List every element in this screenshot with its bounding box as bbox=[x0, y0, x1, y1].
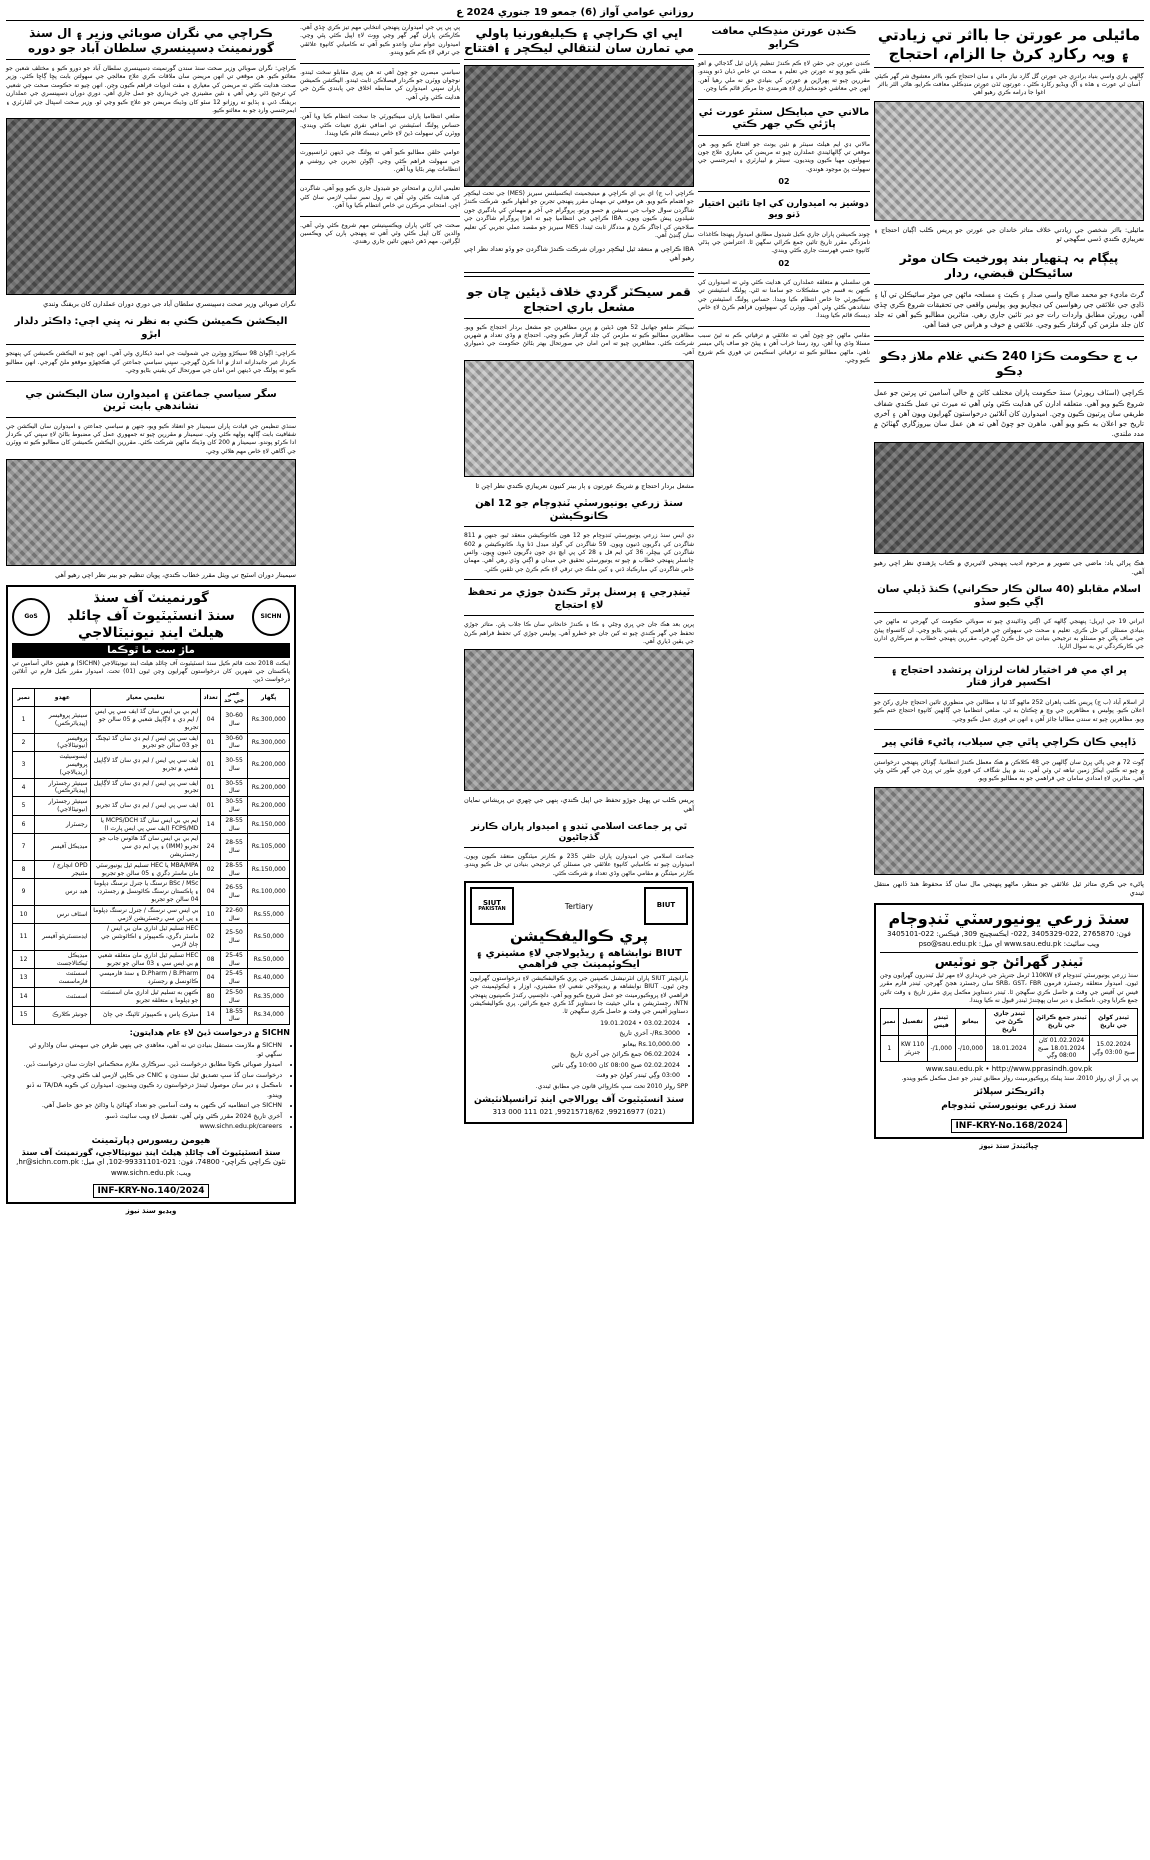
c2-article-2: مالاني ڊي ايم هيلٿ سينٽر ۾ نئين يونٽ جو افتتاح ڪيو ويو. هن موقعي تي ڳالهائيندي عملدارن چيو ته مريضن کي معياري علاج جون سهولتون مهيا ڪيون وينديون. سينٽر ۾ ليبارٽري ۽ ايمرجنسي جي سهولت پڻ موجود هوندي. bbox=[698, 140, 870, 173]
table-row bbox=[881, 1035, 1138, 1061]
cell-srno: 3 bbox=[13, 752, 35, 778]
ad-siut-phone: (021) 99216977, 99215718/62, 021 111 000 313 bbox=[492, 1108, 666, 1117]
table-row bbox=[13, 987, 290, 1006]
instruction-3: • نامڪمل ۽ دير سان موصول ٿيندڙ درخواستون رد ڪيون وينديون. اميدوارن کي ڪوبه TA/DA نه ڏنو ويندو. bbox=[12, 1081, 282, 1100]
cell-srno: 1 bbox=[13, 707, 35, 733]
th-age: عمر جي حد bbox=[220, 688, 248, 707]
article-2-text: گرٹ ماديء جو محمد صالح واسي صدار ۽ ڪيٽ ۽ مسلحہ ماڻهن جي موٹر سائيڪلن تي آيا ۽ ڏاڍي جي علائقي جي رهواسين کي ڊيڄاريو ويو. پوليس واقعي جي تحقيقات شروع ڪري ڇڏي آهي، رپورٽن مطابق واردات رات جو دير تائين جاري رهي. متاثرين مطالبو ڪيو آهي ته جلد کان جلد ملزمن کي گرفتار ڪيو وڃي. علائقي ۾ خوف و هراس جي فضا آهي. bbox=[874, 290, 1144, 330]
c3-article-2: سيڪٽر ضلعو جهانيل 52 هون ڏيئين ۾ پرين مظاهرين جو مشعل بردار احتجاج ڪيو ويو. مظاهرين مطالبو ڪيو ته ملزمن کي جلد گرفتار ڪيو وڃي. احتجاج ۾ وڏي تعداد ۾ شهرين شرڪت ڪئي. مظاهرين چيو ته امن امان جي صورتحال بهتر بڻائڻ حڪومت جي ذميواري آهي. bbox=[464, 323, 694, 356]
cell-qualification: ايم بي بي ايس سان گڏ ايف سي پي ايس / ايم ڊي ۽ لاڳاپيل شعبي ۾ 05 سالن جو تجربو bbox=[90, 707, 201, 733]
cell-post: اسٽاف نرس bbox=[35, 905, 90, 924]
photo-couple-protection bbox=[464, 649, 694, 791]
table-row bbox=[13, 778, 290, 797]
c4-divider-5 bbox=[300, 216, 460, 217]
instruction-4: • SICHN جي انتظاميه کي ڪنهن به وقت آسامين جو تعداد گهٽائڻ يا وڌائڻ جو حق حاصل آهي. bbox=[12, 1101, 282, 1110]
c4-article-2: سياسي مبصرن جو چوڻ آهي ته هن ڀيري مقابلو سخت ٿيندو. نوجوان ووٽرن جو ڪردار فيصلاڪن ثابت ٿيندو. اليڪشن ڪميشن پاران سڀني اميدوارن کي ضابطه اخلاق جي پابندي ڪرڻ جي هدايت ڪئي وئي آهي. bbox=[300, 68, 460, 101]
cell-salary: Rs.200,000 bbox=[248, 752, 290, 778]
cell-count: 80 bbox=[201, 987, 220, 1006]
ad-siut-body: بارانچیئر SIUT پاران انٽرنيشنل ڪمپنين جي پري ڪوالیفڪیشن لاءِ درخواستون گهرايون وڃن ٿيون. BIUT نوابشاهه ۾ ريڊيولاجي شعبي لاءِ مشينري، اوزار ۽ ايڪوئپمينٽ جي فراهمي لاءِ پروڪيورمينٽ جو عمل شروع ڪيو ويو آهي. دلچسپي رکندڙ ڪمپنيون پنهنجي NTN، رجسٽريشن ۽ مالي حيثيت جا دستاويز گڏ ڪري جمع ڪرائين. پري ڪوالیفڪیشن دستاويز آفيس جي وقت ۾ حاصل ڪري سگهجن ٿا. bbox=[470, 974, 688, 1016]
cell-salary: Rs.200,000 bbox=[248, 778, 290, 797]
c3-headline-2: قمر سيڪٽر گردي خلاف ڏيئين ڇان جو مشعل باري احتجاج bbox=[464, 283, 694, 319]
ad-siut-date-4: • 02.02.2024 صبح 08:00 کان 10:00 وڳي تائين bbox=[470, 1061, 680, 1070]
ad-sau-ref: INF-KRY-No.168/2024 bbox=[951, 1119, 1066, 1133]
photo-seminar bbox=[6, 459, 296, 566]
cell-post: OPD انچارج / مئنيجر bbox=[35, 860, 90, 879]
ad-sichn-apply-title: SICHN ۾ درخواست ڏيڻ لاءِ عام هدايتون: bbox=[129, 1028, 290, 1038]
divider-2 bbox=[874, 657, 1144, 658]
cell-qualification: MBA/MPA يا HEC تسليم ٿيل يونيورسٽي مان ماسٽر ڊگري ۽ 05 سالن جو تجربو bbox=[90, 860, 201, 879]
cell-salary: Rs.55,000 bbox=[248, 905, 290, 924]
cell-srno: 12 bbox=[13, 950, 35, 969]
cell-srno: 11 bbox=[13, 924, 35, 950]
cell-post: سينيئر رجسٽرار (پيڊياٽرڪس) bbox=[35, 778, 90, 797]
divider-3 bbox=[874, 729, 1144, 730]
c3-article-3: ڊي ايس سنڌ زرعي يونيورسٽي ٽنڊوڄام جو 12 هون ڪانوڪيشن منعقد ٿيو، جنهن ۾ 811 شاگردن کي ڊگريون ڏنيون ويون. 59 شاگردن کي گولڊ ميڊل ڏنا ويا. ڪانوڪيشن ۾ 602 شاگردن کي بيچلر، 36 کي ايم فل ۽ 28 کي پي ايڇ ڊي جون ڊگريون ڏنيون ويون. وائس چانسلر پنهنجي خطاب ۾ چيو ته يونيورسٽي تحقيق جي ميدان ۾ اڳتي وڌي رهي آهي. مهمان خاص شاگردن کي مبارڪباد ڏني ۽ کين ملڪ جي ترقي لاءِ ڪم ڪرڻ جي تلقين ڪئي. bbox=[464, 532, 694, 573]
ad-siut-date-0: • 03.02.2024 • 19.01.2024 bbox=[470, 1019, 680, 1028]
table-row bbox=[13, 834, 290, 860]
c4-article-6: صحت جي کاتي پاران ويڪسينيشن مهم شروع ڪئي وئي آهي. والدين کان اپيل ڪئي وئي آهي ته پنهنجي ٻارن کي ويڪسين لڳرائين. مهم ڏهن ڏينهن تائين جاري رهندي. bbox=[300, 221, 460, 246]
th-bid: بيعانو bbox=[955, 1009, 985, 1035]
ad-sau-tender-title: ٽينڊر گهرائڻ جو نوٽيس bbox=[934, 954, 1084, 970]
cell-qualification: ايف سي پي ايس / ايم ڊي سان گڏ لاڳاپيل شعبي ۾ تجربو bbox=[90, 752, 201, 778]
table-row bbox=[13, 905, 290, 924]
td-date-submit: 01.02.2024 کان 18.01.2024 صبح 08:00 وڳي bbox=[1033, 1035, 1090, 1061]
c5-article-2: ڪراچي: اڳواڻ 98 سيڪڙو ووٽرن جي شموليت جي اميد ڏيکاري وئي آهي. انهن چيو ته اليڪشن ڪميشن کي پنهنجو ڪردار غير جانبدارانه انداز ۾ ادا ڪرڻ گهرجي. سڀني سياسي جماعتن کي هڪجهڙو موقعو ملڻ گهرجي. انهن مطالبو ڪيو ته پولنگ جي ڏينهن امن امان جي صورتحال کي يقيني بڻايو وڃي. bbox=[6, 350, 296, 375]
cell-qualification: ايف سي پي ايس / ايم ڊي سان گڏ لاڳاپيل تجربو bbox=[90, 778, 201, 797]
cell-count: 10 bbox=[201, 905, 220, 924]
cell-age: 18-55 سال bbox=[220, 1006, 248, 1025]
cell-srno: 6 bbox=[13, 815, 35, 834]
c4-article-1: پي پي پي جي اميدوارن پنهنجي انتخابي مهم تيز ڪري ڇڏي آهي. ڪارڪنن پاران گهر گهر وڃي ووٽ لاءِ اپيل ڪئي پئي وڃي. اميدوارن عوام سان واعدو ڪيو آهي ته ڪاميابي کانپوءِ علائقي جي ترقي لاءِ ڪم ڪيو ويندو. bbox=[300, 24, 460, 57]
cell-qualification: ايم بي بي ايس سان گڏ MCPS/DCH يا FCPS/MD (ايف سي پي ايس پارٽ I) bbox=[90, 815, 201, 834]
cell-qualification: D.Pharm / B.Pharm ۽ سنڌ فارمیسي ڪائونسل ۾ رجسٽرڊ bbox=[90, 969, 201, 988]
c4-article-5: تعليمي ادارن ۾ امتحانن جو شيڊول جاري ڪيو ويو آهي. شاگردن کي هدايت ڪئي وئي آهي ته رول نمبر سلپ لازمي ساڻ کڻي اچن. امتحاني مرڪزن تي خاص انتظام ڪيا ويا آهن. bbox=[300, 185, 460, 210]
ad-sichn-footer-org: سنڌ انسٽيٽيوٽ آف چائلڊ هيلٿ اينڊ نيونيٽالاجي، گورنمينٽ آف سنڌ bbox=[21, 1148, 281, 1157]
ad-siut-date-5: • 03:00 وڳي ٽينڊر کولڻ جو وقت bbox=[470, 1071, 680, 1080]
th-srno: نمبر bbox=[13, 688, 35, 707]
c3-photo-caption-3: پريس ڪلب تي پهتل جوڙو تحفظ جي اپيل ڪندي، ٻنهي جي چهري تي پريشاني نمايان آهي bbox=[464, 796, 694, 814]
c2-article-1: ڪنڊن عورتن جي حقن لاءِ ڪم ڪندڙ تنظيم پاران ٿيل گڏجاڻي ۾ اهو طئي ڪيو ويو ته عورتن جي تعليم ۽ صحت تي خاص ڌيان ڏنو ويندو. مقررين چيو ته ٻهراڙين ۾ عورتن کي بنيادي حق نه ملي رهيا آهن. انهن جي معاشي خودمختياري لاءِ هنرمندي جا مرڪز قائم ڪيا وڃن. bbox=[698, 60, 870, 93]
th-fee: ٽينڊر فيس bbox=[927, 1009, 955, 1035]
photo-torch-protest bbox=[464, 360, 694, 477]
cell-post: جونيئر ڪلارڪ bbox=[35, 1006, 90, 1025]
ad-sichn-jobs bbox=[6, 585, 296, 1204]
c2-divider-2 bbox=[698, 191, 870, 192]
lead-subheadline: ڳالهي باري واسي بنياد برادري جي عورتن گل گارد نياز مائي ۽ سان احتجاج ڪيو، بااثر معشوق شر گھر ڪيئي آسان ٿي عورت ۽ هڏه ۽ آڳ ویڈیو رکارڊ ڪڻي ، عورتون ٿڌن عورتن منڍڪلي معافت ڪرايو، هاڻي الٿر بااثر اغوا جا ڊرامه ڪري رهيو آهي bbox=[874, 72, 1144, 97]
table-row bbox=[13, 733, 290, 752]
cell-count: 01 bbox=[201, 797, 220, 816]
cell-count: 24 bbox=[201, 834, 220, 860]
ad-siut-org: سنڌ انسٽيٽيوٽ آف يورالاجي اينڊ ٽرانسپلانٽيشن bbox=[474, 1094, 684, 1105]
th-no: نمبر bbox=[881, 1009, 899, 1035]
article-4-text: ايراني 19 جي اپريل: پنهنجي ڳالهه کي اڳتي وڌائيندي چيو ته صوبائي حڪومت کي گهرجي ته ماڻهن جي بنيادي مسئلن کي حل ڪري. تعليم ۽ صحت جي سهولتن جي فراهمي کي يقيني بڻايو وڃي. ان کانسواءِ پيئڻ جي صاف پاڻي جو مسئلو به ترجيحي بنيادن تي حل ڪرڻ گهرجي. مقررين پنهنجي خطاب ۾ سرڪاري ادارن جي ڪارڪردگي تي به سوال اٿاريا. bbox=[874, 618, 1144, 651]
cell-srno: 4 bbox=[13, 778, 35, 797]
cell-qualification: ڪنهن به تسليم ٿيل اداري مان اسسٽنٽ جو ڊپلوما ۽ متعلقه تجربو bbox=[90, 987, 201, 1006]
c3-divider-1 bbox=[464, 272, 694, 277]
cell-age: 25-45 سال bbox=[220, 950, 248, 969]
column-4 bbox=[300, 24, 460, 1850]
ad-siut-date-3: • 06.02.2024 جمع ڪرائڻ جي آخري تاريخ bbox=[470, 1050, 680, 1059]
td-detail: 110 KW جنريٽر bbox=[898, 1035, 927, 1061]
cell-count: 01 bbox=[201, 733, 220, 752]
cell-salary: Rs.100,000 bbox=[248, 879, 290, 905]
th-dates-1: ٽينڊر کولڻ جي تاريخ bbox=[1090, 1009, 1138, 1035]
cell-salary: Rs.150,000 bbox=[248, 860, 290, 879]
article-5-text: لر اسلام آباد (ب ج) پريس ڪلب ٻاهران 252 ماڻهو گڏ ٿيا ۽ مطالبن جي منظوري تائين احتجاج جاري رکڻ جو اعلان ڪيو. پوليس ۽ مظاهرين جي وچ ۾ ڇڪتاڻ به ٿي. ضلعي انتظاميا جي ڳالهين کانپوءِ احتجاج ختم ڪيو ويو. مظاهرين چيو ته سندن مطالبا جائز آهن ۽ انهن تي فوري عمل ڪيو وڃي. bbox=[874, 698, 1144, 723]
cell-srno: 14 bbox=[13, 987, 35, 1006]
c3-article-1: ڪراچي (ب ج) اي بي اي ڪراچي ۾ مينيجمينٽ ايڪسيلنس سيريز (MES) جي تحت ليڪچر جو اهتمام ڪيو ويو. هن موقعي تي مهمان مقرر پنهنجي تجربن جو اظهار ڪيو. شرڪت ڪندڙ شاگردن سوال جواب جي سيشن ۾ حصو ورتو. پروگرام جي آخر ۾ مهمانن کي يادگيري جون شيلڊون پيش ڪيون ويون. IBA ڪراچي جي انتظاميا چيو ته اهڙا پروگرام شاگردن جي صلاحيتن کي اجاگر ڪرڻ ۾ مددگار ثابت ٿيندا. MES سيريز جو مقصد عملي تجربي کي تعليم سان ڳنڍڻ آهي. bbox=[464, 190, 694, 239]
td-no: 1 bbox=[881, 1035, 899, 1061]
sichn-logo-icon: SICHN bbox=[252, 598, 290, 636]
c5-photo-caption-2: سيمينار دوران اسٽيج تي ويٺل مقرر خطاب ڪندي، پويان تنظيم جو بينر نظر اچي رهيو آهي bbox=[55, 571, 296, 580]
cell-post: ميڊيڪل آفيسر bbox=[35, 834, 90, 860]
cell-post: رجسٽرار bbox=[35, 815, 90, 834]
cell-qualification: بي ايس سي نرسنگ / جنرل نرسنگ ڊپلوما ۽ پي اين سي رجسٽريشن لازمي bbox=[90, 905, 201, 924]
td-fee: 1,000/- bbox=[927, 1035, 955, 1061]
c2-article-5: مقامي ماڻهن جو چوڻ آهي ته علائقي ۾ ترقياتي ڪم نه ٿيڻ سبب مسئلا وڌي ويا آهن. روڊ رستا خراب آهن ۽ پيئڻ جو صاف پاڻي ميسر ناهي. ماڻهن مطالبو ڪيو ته ترقياتي اسڪيمن تي فوري ڪم شروع ڪيو وڃي. bbox=[698, 331, 870, 364]
c2-divider-1 bbox=[698, 99, 870, 100]
cell-age: 30-55 سال bbox=[220, 752, 248, 778]
cell-qualification: ايف سي پي ايس / ايم ڊي سان گڏ تجربو bbox=[90, 797, 201, 816]
cell-post: ميڊيڪل ٽيڪنالاجسٽ bbox=[35, 950, 90, 969]
table-row bbox=[13, 950, 290, 969]
cell-post: اسسٽنٽ bbox=[35, 987, 90, 1006]
cell-age: 30-60 سال bbox=[220, 733, 248, 752]
c5-article-3: سنڌي تنظيمن جي قيادت پاران سيمينار جو انعقاد ڪيو ويو، جنهن ۾ سياسي جماعتن ۽ اميدوارن سان اليڪشن جي شفافيت بابت ڳالهه ٻولهه ڪئي وئي. سيمينار ۾ مقررين چيو ته جمهوري عمل کي مضبوط بڻائڻ لاءِ سڀني کي ڪردار ادا ڪرڻو پوندو. سيمينار ۾ 200 کان وڌيڪ ماڻهن شرڪت ڪئي. مقررين اليڪشن ڪميشن کان مطالبو ڪيو ته ووٽرن جي آگاهي لاءِ خاص مهم هلائي وڃي. bbox=[6, 422, 296, 455]
ad-sichn-org-title: گورنمينٽ آف سنڌ bbox=[93, 591, 209, 607]
cell-srno: 5 bbox=[13, 797, 35, 816]
ad-siut-divider bbox=[470, 972, 688, 973]
photo-flood-scene bbox=[874, 787, 1144, 875]
instruction-5: • آخري تاريخ 2024 مقرر ڪئي وئي آهي. تفصيل لاءِ ويب سائيٽ ڏسو. bbox=[12, 1112, 282, 1121]
photo-women-protest bbox=[874, 101, 1144, 221]
cell-age: 22-60 سال bbox=[220, 905, 248, 924]
cell-count: 02 bbox=[201, 860, 220, 879]
cell-salary: Rs.300,000 bbox=[248, 707, 290, 733]
c3-headline-4: ٽينڊرجي ۽ پرسنل پرٿر ڪندڻ جوڙي مر تحفظ لاءِ احتجاج bbox=[464, 585, 694, 616]
ad-sichn-ref: INF-KRY-No.140/2024 bbox=[93, 1184, 208, 1198]
article-6-text: ڳوٺ 72 ۾ جي پاڻي ڀرڻ سان ڳالهين جي 48 ڪلاڪن ۾ هڪ معطل ڪندڙ انتظاميا. ڳوٺاڻن پنهنجي درخواستن ۾ چيو ته ڪئين ايڪڙ زمين تباهه ٿي وئي آهي. بند ۾ پيل شگاف کي فوري طور تي ڀرڻ جي گهر ڪئي وئي آهي. متاثرين لاءِ امدادي سامان جي فراهمي جو به مطالبو ڪيو ويو. bbox=[874, 758, 1145, 783]
td-date-open: 15.02.2024 صبح 03:00 وڳي bbox=[1090, 1035, 1138, 1061]
c4-divider-4 bbox=[300, 179, 460, 180]
cell-count: 04 bbox=[201, 879, 220, 905]
ad-siut-date-1: • Rs.3000/- آخري تاريخ bbox=[470, 1029, 680, 1038]
c5-divider-1 bbox=[6, 381, 296, 382]
ad-sau-tender-table bbox=[880, 1008, 1138, 1062]
ad-sau-signature-2: سنڌ زرعي يونيورسٽي ٽنڊوڄام bbox=[941, 1100, 1077, 1111]
cell-srno: 9 bbox=[13, 879, 35, 905]
instruction-1: • اميدوار صوبائي ڪوٽا مطابق درخواست ڏين. سرڪاري ملازم محڪماتي اجازت سان درخواست ڏين. bbox=[12, 1060, 282, 1069]
th-dates-3: ٽينڊر جاري ڪرڻ جي تاريخ bbox=[985, 1009, 1033, 1035]
photo-caption-3: پاڻيء جي ڪري متاثر ٿيل علائقي جو منظر، ماڻهو پنهنجي مال سان گڏ محفوظ هنڌ ڏانهن منتقل ٿيندي bbox=[874, 879, 1144, 897]
column-5 bbox=[6, 24, 296, 1850]
headline-2: پیڳام بہ ہتھیار بند پورخیت ڪان موٹر سائيڪلن قبضي، ردار bbox=[874, 249, 1144, 285]
c5-headline-2: اليڪشن ڪميشن ڪني به نظر نہ ڀني اڄي: ڊاڪٽر دلدار ابڙو bbox=[6, 314, 296, 345]
table-row bbox=[13, 707, 290, 733]
cell-count: 02 bbox=[201, 924, 220, 950]
divider-1 bbox=[874, 336, 1144, 341]
cell-age: 30-60 سال bbox=[220, 707, 248, 733]
siut-logo bbox=[470, 887, 514, 925]
c2-article-3: چونڊ ڪميشن پاران جاري ڪيل شيڊول مطابق اميدوار پنهنجا ڪاغذات نامزدگي مقرر تاريخ تائين جمع ڪرائي سگهن ٿا. اعتراضن جي ٻڌڻي کانپوءِ حتمي فهرست جاري ڪئي ويندي. bbox=[698, 230, 870, 255]
cell-age: 28-55 سال bbox=[220, 815, 248, 834]
ad-siut-rules: SPP رولز 2010 تحت سڀ ڪاروائي قانون جي مطابق ٿيندي. bbox=[535, 1082, 688, 1090]
instruction-careers-url[interactable]: • www.sichn.edu.pk/careers bbox=[12, 1122, 282, 1131]
c2-headline-2: مالاني حي مبايڪل سنٽر عورت ئي پاڙئي ڪي جهر ڪتي bbox=[698, 105, 870, 136]
c3-photo-caption-2: مشعل بردار احتجاج ۾ شريڪ عورتون ۽ ٻار بينر کنيون نعريبازي ڪندي نظر اچن ٿا bbox=[475, 482, 694, 491]
cell-age: 28-55 سال bbox=[220, 860, 248, 879]
cell-salary: Rs.200,000 bbox=[248, 797, 290, 816]
c2-headline-3: دوشیز بہ اميدوارن کي اڃا تائين اختيار ڏنو ويو bbox=[698, 197, 870, 226]
cell-age: 28-55 سال bbox=[220, 834, 248, 860]
ad-siut-sub: BIUT نوابشاهه ۽ ریڈیولاجي لاءِ مشينري ۽ ایڪوئپمينٽ جي فراهمي bbox=[476, 947, 682, 970]
c2-headline-1: ڪنڊن عورتن منڍڪلي معافت ڪرايو bbox=[698, 24, 870, 55]
ad-sau-contact2: ويب سائيٽ: www.sau.edu.pk اي ميل: pso@sau.edu.pk bbox=[918, 940, 1100, 949]
cell-post: پروفيسر (نيونيٽالاجي) bbox=[35, 733, 90, 752]
instruction-2: • درخواست سان گڏ سڀ تصديق ٿيل سندون ۽ CNIC جي ڪاپي لازمي لف ڪئي وڃي. bbox=[12, 1071, 282, 1080]
cell-post: ايڊمنسٽريٽو آفيسر bbox=[35, 924, 90, 950]
biut-logo bbox=[644, 887, 688, 925]
siut-logo-text: SIUT bbox=[482, 898, 502, 907]
headline-4: اسلام مقابلو (40 سالن ڪار حڪراني) ڪنڌ ڏيلي سان اڳي ڪيو سڏو bbox=[874, 582, 1144, 613]
cell-post: ايسوسيئيٽ پروفيسر (ريڊيالاجي) bbox=[35, 752, 90, 778]
cell-qualification: BSc / MSc نرسنگ يا جنرل نرسنگ ڊپلوما ۽ پاڪستان نرسنگ ڪائونسل ۾ رجسٽرڊ، 04 سالن جو تجربو bbox=[90, 879, 201, 905]
cell-age: 25-50 سال bbox=[220, 924, 248, 950]
cell-age: 26-55 سال bbox=[220, 879, 248, 905]
cell-srno: 7 bbox=[13, 834, 35, 860]
c2-article-2-contd: 02 bbox=[778, 177, 790, 187]
ad-sichn-intro: ايڪٽ 2018 تحت قائم ڪيل سنڌ انسٽيٽيوٽ آف چائلڊ هيلٿ اينڊ نيونيٽالاجي (SICHN) ۾ هيٺين خالي آسامين تي پاڪستان جي شهرين کان درخواستون گهرايون وڃن ٿيون (01) تحت. اميدوار مقرر ڪيل فارم تي آنلائين درخواست ڏين. bbox=[12, 659, 290, 684]
c4-divider-2 bbox=[300, 107, 460, 108]
headline-3: ب ج حڪومت ڪڙا 240 ڪني غلام ملاز ڊڪو ڊڪو bbox=[874, 347, 1144, 383]
cell-salary: Rs.35,000 bbox=[248, 987, 290, 1006]
cell-salary: Rs.150,000 bbox=[248, 815, 290, 834]
cell-count: 01 bbox=[201, 778, 220, 797]
c3-headline-5: ٿي پر جماعت اسلامي ٽنڊو ۽ اميدوار پاران ڪارنر گڏجاڻيون bbox=[464, 820, 694, 849]
ad-sau-contact1: فون: 2765870 ,022-3405329 ,022- ايڪسچينج 309, فيڪس: 022-3405101 bbox=[887, 929, 1131, 938]
photo-caption-2: هڪ پراڻي ياد: ماضي جي تصوير ۾ مرحوم اديب پنهنجي لائبريري ۾ ڪتاب پڙهندي نظر اچي رهيو آهي. bbox=[874, 559, 1144, 577]
ad-sichn-footer-contact[interactable]: نئون ڪراچي ڪراچي- 74800، فون: 021-99331101-102, اي ميل: hr@sichn.com.pk, ويب: www.sichn.edu.pk bbox=[16, 1158, 286, 1177]
c2-divider-3 bbox=[698, 273, 870, 274]
ad-siut-title: پري ڪوالیفڪیشن bbox=[509, 927, 649, 946]
ad-siut-date-2: • Rs.10,000.00 بيعانو bbox=[470, 1040, 680, 1049]
photo-archive-portrait bbox=[874, 442, 1144, 554]
photo-caption-1: مائیلی: بااثر شخصن جي زیادتي خلاف متاثر خاندان جي عورتن جو پریس ڪلب اڳيان احتجاج ۽ نعريبازي ڪندي ڏسي سگهجي ٿو bbox=[874, 225, 1144, 243]
c3-headline-1: اڀي اي ڪراچي ۽ ڪيليفورنيا پاولي مي تمارن سان لنتقالي ليڪچر ۽ افتتاح bbox=[464, 24, 694, 60]
cell-salary: Rs.50,000 bbox=[248, 950, 290, 969]
ad-siut-prequalification bbox=[464, 881, 694, 1124]
column-1 bbox=[874, 24, 1144, 1850]
column-2 bbox=[698, 24, 870, 1850]
cell-salary: Rs.300,000 bbox=[248, 733, 290, 752]
cell-post: اسسٽنٽ فارماسسٽ bbox=[35, 969, 90, 988]
ad-siut-tertiary: Tertiary bbox=[564, 901, 594, 911]
c2-article-4: هن سلسلي ۾ متعلقه عملدارن کي هدايت ڪئي وئي ته اميدوارن کي ڪنهن به قسم جي مشڪلات جو سامنا نه ٿئي. پولنگ اسٽيشنن تي سيڪيورٽي جا خاص انتظام ڪيا ويندا. حساس پولنگ اسٽيشنن جي نشاندهي ڪئي وئي آهي. ووٽرن کي سهولتون فراهم ڪرڻ لاءِ خاص ڊيسڪ قائم ڪيا ويندا. bbox=[698, 278, 870, 320]
cell-qualification: ايم بي بي ايس سان گڏ هائوس جاب جو تجربو (IMM) ۽ پي ايم ڊي سي رجسٽريشن bbox=[90, 834, 201, 860]
cell-salary: Rs.105,000 bbox=[248, 834, 290, 860]
th-qualification: تعليمي معيار bbox=[90, 688, 201, 707]
c4-article-3: ضلعي انتظاميا پاران سيڪيورٽي جا سخت انتظام ڪيا ويا آهن. حساس پولنگ اسٽيشنن تي اضافي نفري تعينات ڪئي ويندي. ووٽرن کي سهولت ڏيڻ لاءِ خاص ڊيسڪ قائم ڪيا ويندا. bbox=[300, 113, 460, 137]
ad-sichn-banner: ماڙ ست ما ٿوڪما bbox=[12, 643, 290, 658]
cell-salary: Rs.34,000 bbox=[248, 1006, 290, 1025]
cell-srno: 15 bbox=[13, 1006, 35, 1025]
article-3-text: ڪراچي (اسٽاف رپورٽر) سنڌ حڪومت پاران مختلف کاتن ۾ خالي آسامين تي ڀرتين جو عمل شروع ڪيو ويو آهي. متعلقه ادارن کي هدايت ڪئي وئي آهي ته ميرٽ تي عمل ڪندي شفاف طريقي سان ڀرتيون ڪيون وڃن. اميدوارن کان آنلائين درخواستون گهرايون ويون آهن ۽ آخري تاريخ جو اعلان به ڪيو ويو آهي. ماهرن جو چوڻ آهي ته هن عمل سان بيروزگاري گهٽائڻ ۾ مدد ملندي. bbox=[874, 389, 1144, 438]
cell-srno: 10 bbox=[13, 905, 35, 924]
cell-salary: Rs.50,000 bbox=[248, 924, 290, 950]
cell-age: 25-45 سال bbox=[220, 969, 248, 988]
c5-photo-caption-1: نگران صوبائي وزير صحت ڊسپينسري سلطان آباد جي دوري دوران عملدارن کان بريفنگ وٺندي bbox=[43, 300, 296, 309]
instruction-0: • SICHN ۾ ملازمت مستقل بنيادن تي نه آهي، معاهدي جي ٻنهي طرفن جي سهمتي سان واڌارو ٿي سگهي ٿو. bbox=[12, 1041, 282, 1060]
cell-qualification: HEC تسليم ٿيل اداري مان متعلقه شعبي ۾ بي ايس سي ۽ 03 سالن جو تجربو bbox=[90, 950, 201, 969]
cell-post: هيڊ نرس bbox=[35, 879, 90, 905]
ad-siut-dates bbox=[470, 1019, 688, 1081]
th-salary: پگهار bbox=[248, 688, 290, 707]
c2-divider-4 bbox=[698, 326, 870, 327]
c5-headline-3: سگر سياسي جماعتن ۽ اميدوارن سان اليڪشن جي نشاندهي بابت ٽرين bbox=[6, 387, 296, 418]
biut-logo-text: BIUT bbox=[656, 901, 676, 910]
c3-article-4: پرين بعد هڪ جان جي ڀري وڃڻي ۽ ڪا ۽ ڪندڙ خانخاني سان ڪا جلاب پٿن. متاثر جوڙي تحفظ جي گهر ڪندي چيو ته کين جان جو خطرو آهي. پوليس جوڙي کي تحفظ فراهم ڪرڻ جي يقين ڏياري آهي. bbox=[464, 621, 694, 645]
ad-sau-signature-1: ڊائريڪٽر سپلائز bbox=[974, 1087, 1044, 1098]
footer-center: ويڊيو سنڌ نيوز bbox=[125, 1207, 177, 1215]
table-row bbox=[13, 969, 290, 988]
cell-count: 04 bbox=[201, 969, 220, 988]
headline-6: ڏاڀيي ڪان ڪراچي ڀاٿي جي سيلاب، پاڻيء قائي پير bbox=[874, 735, 1144, 754]
cell-qualification: ايف سي پي ايس / ايم ڊي سان گڏ ٽيچنگ جو 03 سالن جو تجربو bbox=[90, 733, 201, 752]
cell-age: 25-50 سال bbox=[220, 987, 248, 1006]
footer-left: ڇپائيندڙ سنڌ نيوز bbox=[979, 1142, 1039, 1151]
cell-qualification: ميٽرڪ پاس ۽ ڪمپيوٽر ٽائپنگ جي ڄاڻ bbox=[90, 1006, 201, 1025]
ad-sichn-jobs-table bbox=[12, 688, 290, 1025]
c5-article-1: ڪراچي: نگران صوبائي وزير صحت سنڌ سندن گورنمينٽ ڊسپينسري سلطان آباد جو دورو ڪيو ۽ مختلف شعبن جو معائنو ڪيو. هن موقعي تي انهن مريضن سان ملاقات ڪري علاج معالجي جي سهولتن بابت پڇا ڳاڇا ڪئي. وزير صحت هدايت ڪئي ته مريضن کي معياري ۽ مفت ادويات فراهم ڪيون وڃن. انهن چيو ته حڪومت صحت جي شعبي کي ترجيح ڏئي رهي آهي ۽ نئين مشينري جي خريداري جو عمل جاري آهي. دوري دوران ڊسپينسري جي عملدارن بريفنگ ڏني ۽ ٻڌايو ته روزانو 12 سئو کان وڌيڪ مريضن جو علاج ڪيو وڃي ٿو. وزير صحت اسپتال جي لئبارٽري ۽ ايمرجنسي وارڊ جو به معائنو ڪيو. bbox=[6, 65, 296, 114]
column-3 bbox=[464, 24, 694, 1850]
table-row bbox=[13, 1006, 290, 1025]
c3-article-5: جماعت اسلامي جي اميدوارن پاران حلقي 235 ۾ ڪارنر ميٽنگون منعقد ڪيون ويون. اميدوارن چيو ته ڪاميابي کانپوءِ علائقي جي مسئلن کي ترجيحي بنيادن تي حل ڪيو ويندو. ڪارنر ميٽنگن ۾ مقامي ماڻهن وڏي تعداد ۾ شرڪت ڪئي. bbox=[464, 853, 694, 877]
th-dates-2: ٽينڊر جمع ڪرائڻ جي تاريخ bbox=[1033, 1009, 1090, 1035]
ad-sau-title: سنڌ زرعي يونيورسٽي ٽنڊوڄام bbox=[888, 908, 1130, 928]
c3-photo-caption-1: IBA ڪراچي ۾ منعقد ٿيل ليڪچر دوران شرڪت ڪندڙ شاگردن جو وڏو تعداد نظر اچي رهيو آهي bbox=[464, 245, 694, 263]
th-post: عهدو bbox=[35, 688, 90, 707]
cell-srno: 2 bbox=[13, 733, 35, 752]
masthead bbox=[6, 4, 1144, 21]
cell-count: 01 bbox=[201, 752, 220, 778]
c2-article-3-contd: 02 bbox=[778, 258, 790, 268]
table-row bbox=[13, 860, 290, 879]
cell-post: سينيئر رجسٽرار (نيونيٽالاجي) bbox=[35, 797, 90, 816]
table-row bbox=[13, 924, 290, 950]
cell-count: 08 bbox=[201, 950, 220, 969]
table-row bbox=[13, 797, 290, 816]
table-row bbox=[13, 752, 290, 778]
ad-sau-websites[interactable]: www.sau.edu.pk • http://www.pprasindh.gov.pk bbox=[925, 1065, 1093, 1074]
photo-minister-visit bbox=[6, 118, 296, 295]
c5-headline-1: ڪراچي مي نگران صوبائي وزير ۽ ال سنڌ گورنمينٽ ڊسپينسري سلطان آباد جو دوره bbox=[6, 24, 296, 60]
cell-qualification: HEC تسليم ٿيل اداري مان بي ايس / ماسٽر ڊگري، ڪمپيوٽر ۽ اڪائونٽس جي ڄاڻ لازمي bbox=[90, 924, 201, 950]
ad-sichn-org-sub: سنڌ انسٽيٽيوٽ آف چائلڊ هيلٿ اينڊ نيونيٽالاجي bbox=[67, 607, 235, 642]
headline-5: پر اي مي فر اختيار لغات لرزان پرتشدد احتجاج ۽ اڪسپر فراز فتار bbox=[874, 663, 1144, 694]
c4-divider-1 bbox=[300, 63, 460, 64]
cell-age: 30-55 سال bbox=[220, 797, 248, 816]
td-date-issue: 18.01.2024 bbox=[985, 1035, 1033, 1061]
photo-iba-lecture bbox=[464, 65, 694, 187]
page-columns bbox=[6, 24, 1144, 1850]
table-row bbox=[13, 815, 290, 834]
c3-headline-3: سنڌ زرعي يونيورسٽي ٽنڊوڄام جو 12 اهن ڪانوڪيشن bbox=[464, 496, 694, 527]
siut-logo-sub: PAKISTAN bbox=[478, 906, 506, 913]
cell-count: 14 bbox=[201, 815, 220, 834]
c3-divider-2 bbox=[464, 579, 694, 580]
th-count: تعداد bbox=[201, 688, 220, 707]
ad-divider-1 bbox=[880, 952, 1138, 953]
lead-headline: مائیلی مر عورتن جا بااثر تي زیادتي ۽ ویہ رکارڊ کرڻ جا الزام، احتجاج bbox=[874, 24, 1144, 68]
ad-sichn-instructions bbox=[12, 1041, 290, 1132]
masthead-title: روزاني عوامي آواز (6) جمعو 19 جنوري 2024 ع bbox=[456, 6, 694, 18]
cell-count: 14 bbox=[201, 1006, 220, 1025]
c4-article-4: عوامي حلقن مطالبو ڪيو آهي ته پولنگ جي ڏينهن ٽرانسپورٽ جي سهولت فراهم ڪئي وڃي. اڳوڻن تجربن جي روشني ۾ انتظامات بهتر بڻايا ويا آهن. bbox=[300, 149, 460, 174]
table-row bbox=[13, 879, 290, 905]
th-detail: تفصيل bbox=[898, 1009, 927, 1035]
cell-count: 04 bbox=[201, 707, 220, 733]
ad-sau-tender bbox=[874, 903, 1144, 1139]
sindh-govt-emblem-icon: GoS bbox=[12, 598, 50, 636]
cell-age: 30-55 سال bbox=[220, 778, 248, 797]
ad-sau-note: پي پي آر اي رولز 2010، سنڌ پبلڪ پروڪيورمينٽ رولز مطابق ٽينڊر جو عمل مڪمل ڪيو ويندو. bbox=[901, 1074, 1138, 1082]
cell-srno: 8 bbox=[13, 860, 35, 879]
cell-salary: Rs.40,000 bbox=[248, 969, 290, 988]
ad-sichn-footer-hr: هيومن ريسورس ڊپارٽمينٽ bbox=[91, 1135, 211, 1146]
td-bid: 10,000/- bbox=[955, 1035, 985, 1061]
ad-sau-body: سنڌ زرعي يونيورسٽي ٽنڊوڄام لاءِ 110KW ٿرمل جنريٽر جي خريداري لاءِ مهر ٿيل ٽينڊرون گهرايون وڃن ٿيون. اميدوار متعلقه رجسٽرڊ فرمون SRB، GST، FBR سان رجسٽرڊ هجڻ گهرجن. ٽينڊر فارم مقرر فيس تي آفيس جي وقت ۾ حاصل ڪري سگهجن ٿا. ٽينڊر دستاويز مڪمل ڀري مقرر تاريخ ۽ وقت تائين جمع ڪرايا وڃن. نامڪمل ۽ دير سان پهچندڙ ٽينڊر قبول نه ڪيا ويندا. bbox=[880, 971, 1139, 1005]
cell-post: سينيئر پروفيسر (پيڊياٽرڪس) bbox=[35, 707, 90, 733]
c4-divider-3 bbox=[300, 143, 460, 144]
cell-srno: 13 bbox=[13, 969, 35, 988]
